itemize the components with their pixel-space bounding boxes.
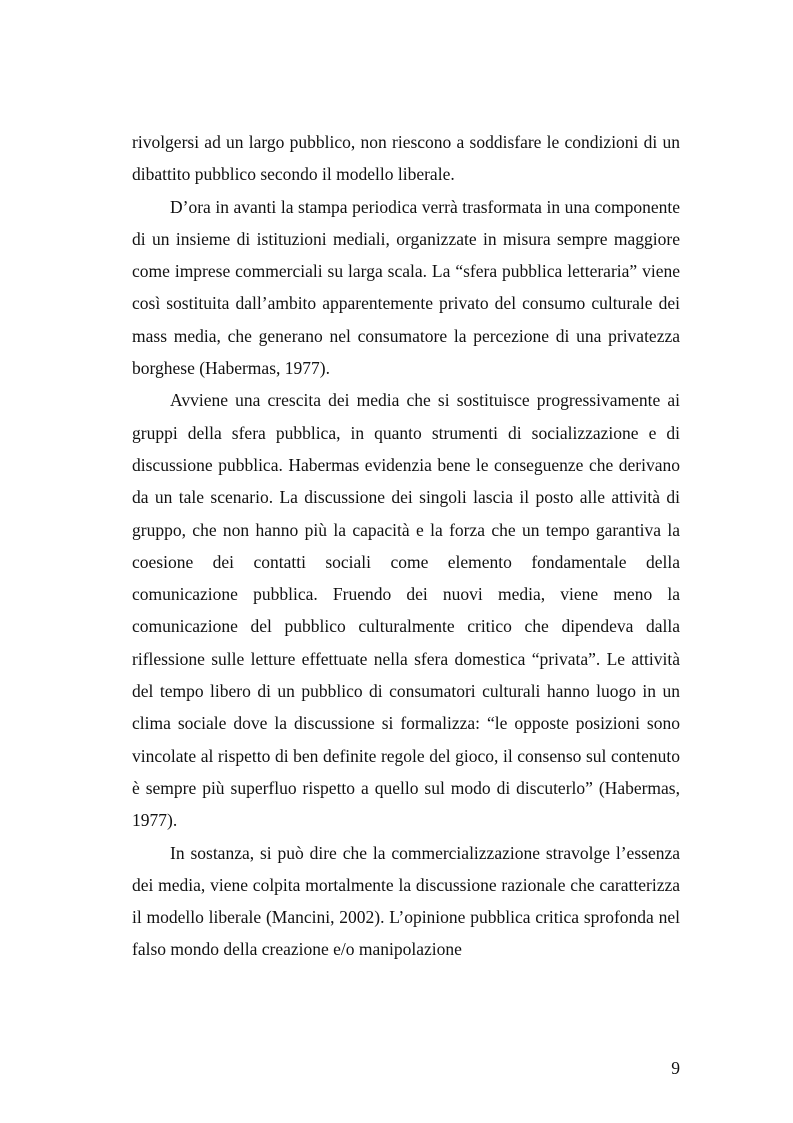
paragraph: In sostanza, si può dire che la commercializzazione stravolge l’essenza dei media, viene colpita mortalmente la discussione razionale che caratterizza il modello liberale (Mancini, 2002). L’opinione pubblica critica sprofonda nel falso mondo della creazione e/o manipolazione <box>132 842 680 960</box>
body-text <box>132 126 680 966</box>
paragraph: D’ora in avanti la stampa periodica verrà trasformata in una componente di un insieme di istituzioni mediali, organizzate in misura sempre maggiore come imprese commerciali su larga scala. La “sfera pubblica letteraria” viene così sostituita dall’ambito apparentemente privato del consumo culturale dei mass media, che generano nel consumatore la percezione di una privatezza borghese (Habermas, 1977). <box>132 196 680 379</box>
paragraph: Avviene una crescita dei media che si sostituisce progressivamente ai gruppi della sfera pubblica, in quanto strumenti di socializzazione e di discussione pubblica. Habermas evidenzia bene le conseguenze che derivano da un tale scenario. La discussione dei singoli lascia il posto alle attività di gruppo, che non hanno più la capacità e la forza che un tempo garantiva la coesione dei contatti sociali come elemento fondamentale della comunicazione pubblica. Fruendo dei nuovi media, viene meno la comunicazione del pubblico culturalmente critico che dipendeva dalla riflessione sulle letture effettuate nella sfera domestica “privata”. Le attività del tempo libero di un pubblico di consumatori culturali hanno luogo in un clima sociale dove la discussione si formalizza: “le opposte posizioni sono vincolate al rispetto di ben definite regole del gioco, il consenso sul contenuto è sempre più superfluo rispetto a quello sul modo di discuterlo” (Habermas, 1977). <box>132 390 680 831</box>
page-number: 9 <box>671 1058 680 1078</box>
paragraph-continued: rivolgersi ad un largo pubblico, non riescono a soddisfare le condizioni di un dibattito pubblico secondo il modello liberale. <box>132 132 680 185</box>
